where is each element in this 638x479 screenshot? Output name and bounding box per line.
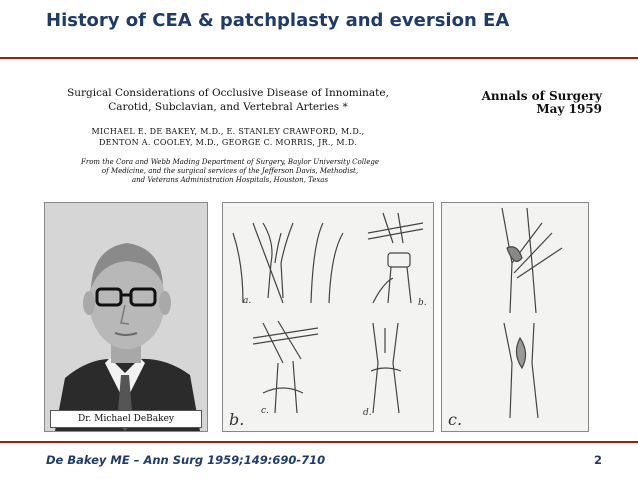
- sketch-illustration-c: [442, 203, 588, 431]
- slide-citation: De Bakey ME – Ann Surg 1959;149:690-710: [46, 453, 326, 467]
- bottom-divider: [0, 441, 638, 443]
- article-title-line-1: Surgical Considerations of Occlusive Disease of Innominate,: [67, 87, 389, 99]
- authors-line-2: DENTON A. COOLEY, M.D., GEORGE C. MORRIS, JR., M.D.: [98, 138, 358, 147]
- article-authors: [48, 126, 408, 148]
- journal-name: Annals of Surgery: [481, 89, 602, 103]
- portrait-photo: [44, 202, 208, 432]
- article-affiliation: [40, 158, 420, 185]
- slide-title: History of CEA & patchplasty and eversion EA: [46, 10, 510, 31]
- sketch-label-b: b.: [418, 298, 427, 308]
- sketch-label-c: c.: [261, 406, 269, 416]
- affiliation-line-2: of Medicine, and the surgical services of the Jefferson Davis, Methodist,: [101, 167, 359, 175]
- panel-c-label: c.: [448, 410, 463, 429]
- sketch-label-d: d.: [363, 408, 372, 418]
- journal-citation: [482, 90, 602, 116]
- surgical-sketch-panel-b: [222, 202, 434, 432]
- top-divider: [0, 57, 638, 59]
- affiliation-line-1: From the Cora and Webb Mading Department of Surgery, Baylor University College: [81, 158, 379, 166]
- authors-line-1: MICHAEL E. DE BAKEY, M.D., E. STANLEY CRAWFORD, M.D.,: [91, 127, 365, 136]
- page-number: 2: [593, 453, 602, 467]
- panel-b-label: b.: [229, 410, 245, 429]
- affiliation-line-3: and Veterans Administration Hospitals, Houston, Texas: [131, 176, 329, 184]
- journal-date: May 1959: [536, 102, 602, 116]
- photo-caption: Dr. Michael DeBakey: [50, 410, 202, 428]
- article-title-line-2: Carotid, Subclavian, and Vertebral Arteries *: [108, 101, 348, 113]
- surgical-sketch-panel-c: [441, 202, 589, 432]
- article-title: [48, 86, 408, 114]
- sketch-label-a: a.: [243, 296, 252, 306]
- portrait-illustration: [45, 203, 207, 431]
- sketch-illustration-b: [223, 203, 433, 431]
